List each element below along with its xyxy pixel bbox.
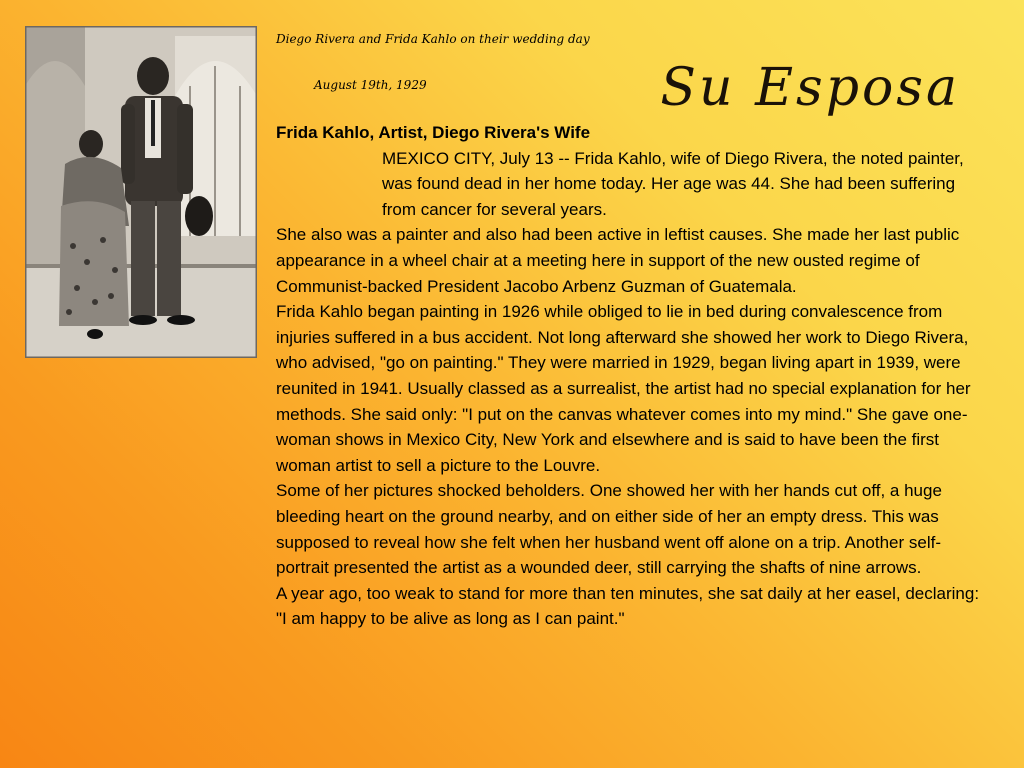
article-paragraph: She also was a painter and also had been active in leftist causes. She made her last public appearance in a wheel chair at a meeting here in support of the new ousted regime of Communist-backed President Jacobo Arbenz Guzman of Guatemala. bbox=[276, 225, 960, 296]
article-paragraph: A year ago, too weak to stand for more than ten minutes, she sat daily at her easel, declaring: "I am happy to be alive as long as I can paint." bbox=[276, 583, 980, 629]
slide-title: Su Esposa bbox=[660, 58, 960, 118]
wedding-photo bbox=[25, 26, 257, 358]
photo-date: August 19th, 1929 bbox=[314, 78, 427, 92]
wedding-photo-illustration bbox=[25, 26, 257, 358]
photo-caption: Diego Rivera and Frida Kahlo on their wedding day bbox=[276, 32, 590, 46]
article-paragraph: Frida Kahlo began painting in 1926 while obliged to lie in bed during convalescence from injuries suffered in a bus accident. Not long afterward she showed her work to Diego Rivera, who advised, "go on painting." They were married in 1929, began living apart in 1939, were reunited in 1941. Usually classed as a surrealist, the artist had no special explanation for her methods. She said only: "I put on the canvas whatever comes into my mind." She gave one-woman shows in Mexico City, New York and elsewhere and is said to have been the first woman artist to sell a picture to the Louvre. bbox=[276, 302, 971, 475]
article-body bbox=[276, 120, 988, 632]
article-headline: Frida Kahlo, Artist, Diego Rivera's Wife bbox=[276, 123, 591, 142]
article-paragraph: Some of her pictures shocked beholders. One showed her with her hands cut off, a huge bleeding heart on the ground nearby, and on either side of her an empty dress. This was supposed to reveal how she felt when her husband went off alone on a trip. Another self-portrait presented the artist as a wounded deer, still carrying the shafts of nine arrows. bbox=[276, 481, 942, 578]
article-paragraph: MEXICO CITY, July 13 -- Frida Kahlo, wife of Diego Rivera, the noted painter, was found dead in her home today. Her age was 44. She had been suffering from cancer for several years. bbox=[382, 148, 964, 219]
